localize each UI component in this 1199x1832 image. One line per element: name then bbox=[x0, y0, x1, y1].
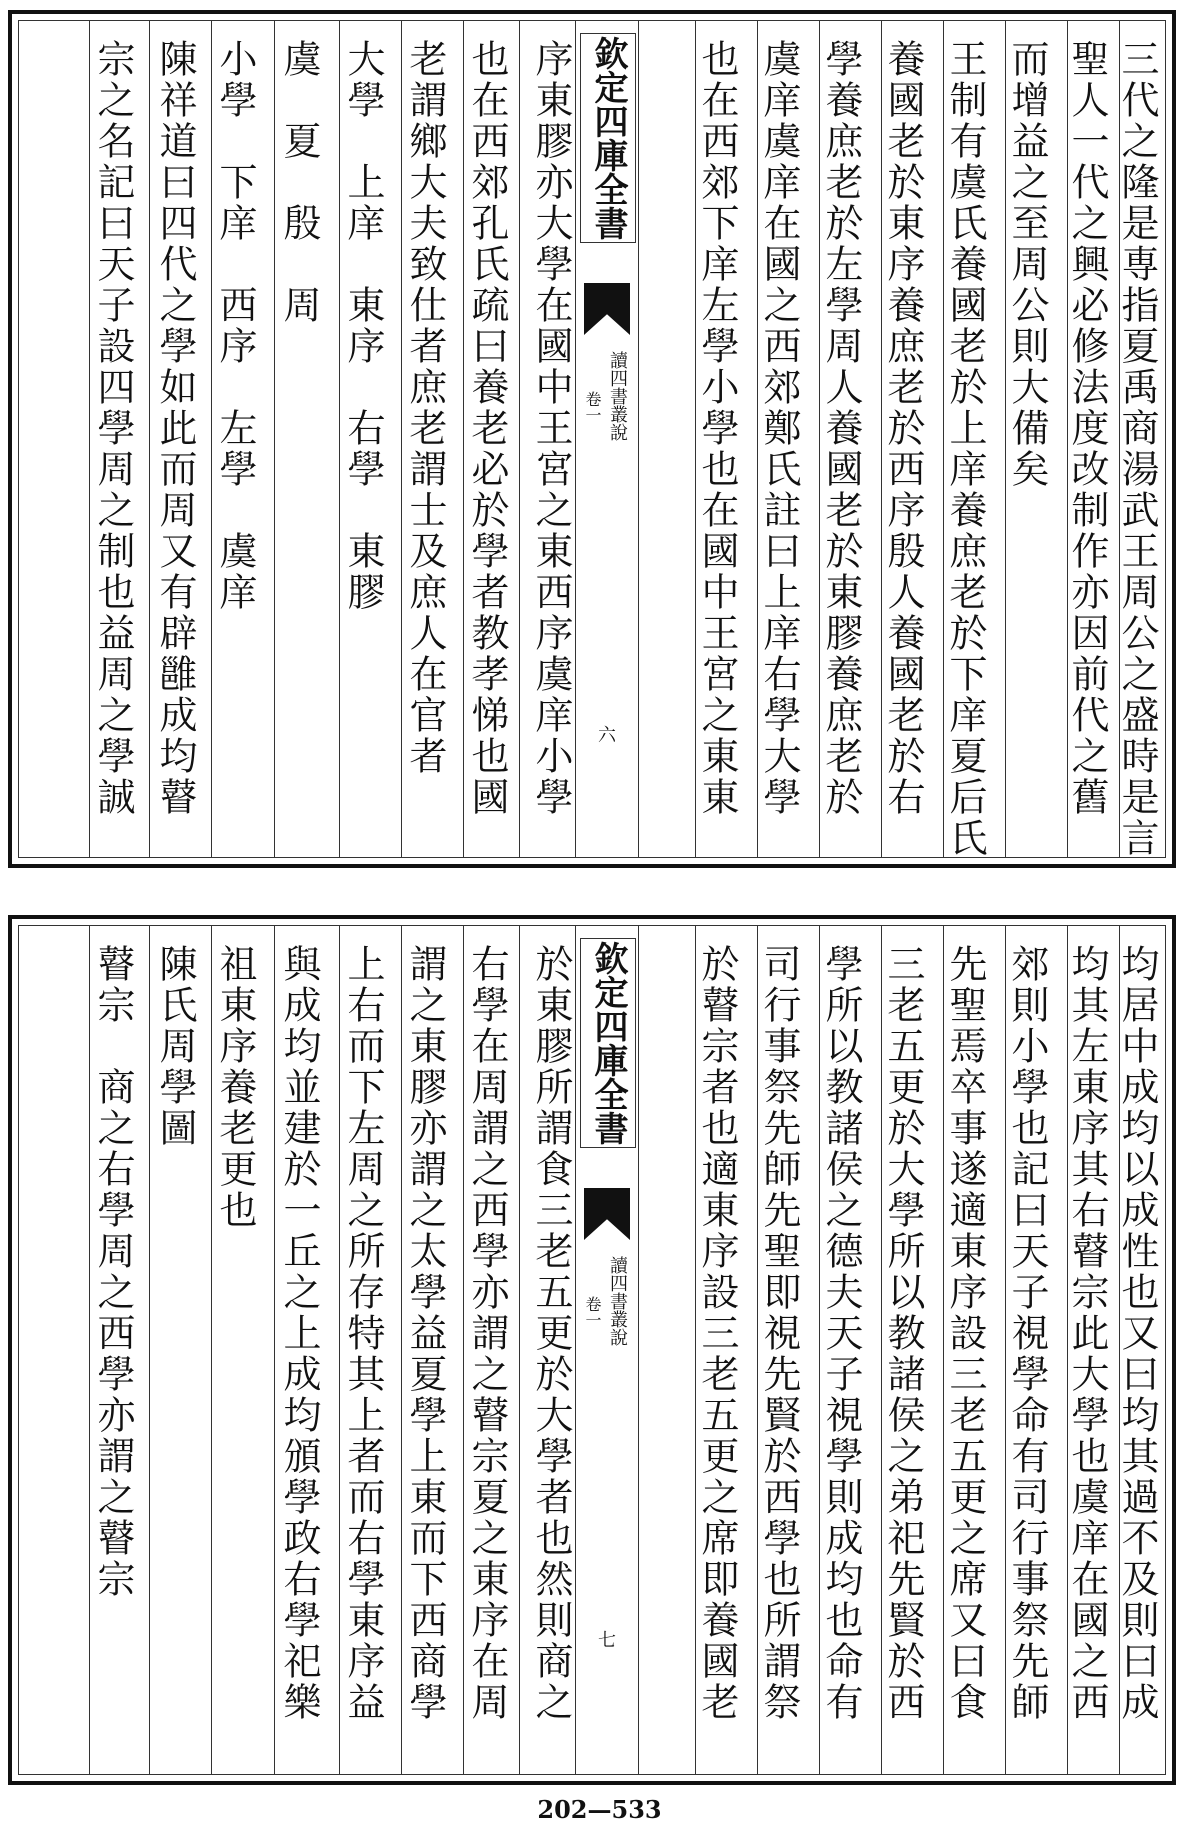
text-column: 謂之東膠亦謂之太學益夏學上東而下西商學 bbox=[403, 944, 447, 1723]
bottom-page bbox=[0, 905, 1199, 1790]
text-column: 先聖焉卒事遂適東序設三老五更之席又曰食 bbox=[943, 944, 987, 1723]
gutter-juan: 卷一 bbox=[583, 1296, 602, 1328]
page-frame-inner bbox=[18, 925, 1166, 1775]
text-column: 聖人一代之興必修法度改制作亦因前代之舊 bbox=[1065, 39, 1109, 818]
gutter-page-number: 七 bbox=[598, 1630, 616, 1651]
gutter-page-number: 六 bbox=[598, 725, 616, 746]
text-column: 大學 上庠 東序 右學 東膠 bbox=[341, 39, 385, 613]
text-column: 也在西郊下庠左學小學也在國中王宮之東東 bbox=[695, 39, 739, 818]
text-column: 陳祥道曰四代之學如此而周又有辟雝成均瞽 bbox=[153, 39, 197, 818]
text-column: 右學在周謂之西學亦謂之瞽宗夏之東序在周 bbox=[465, 944, 509, 1723]
page-frame bbox=[8, 10, 1176, 868]
text-column: 養國老於東序養庶老於西序殷人養國老於右 bbox=[881, 39, 925, 818]
page-frame-inner bbox=[18, 20, 1166, 858]
text-column: 祖東序養老更也 bbox=[213, 944, 257, 1231]
text-column: 郊則小學也記曰天子視學命有司行事祭先師 bbox=[1005, 944, 1049, 1723]
top-page bbox=[0, 0, 1199, 872]
fishtail-mark bbox=[584, 283, 630, 335]
gutter-title: 欽定四庫全書 bbox=[580, 33, 636, 243]
text-column: 於瞽宗者也適東序設三老五更之席即養國老 bbox=[695, 944, 739, 1723]
text-column: 瞽宗 商之右學周之西學亦謂之瞽宗 bbox=[91, 944, 135, 1600]
column-rule bbox=[519, 926, 520, 1774]
center-gutter bbox=[575, 926, 639, 1774]
gutter-book-title: 讀四書叢說 bbox=[607, 1256, 628, 1346]
text-column: 於東膠所謂食三老五更於大學者也然則商之 bbox=[529, 944, 573, 1723]
gutter-juan: 卷一 bbox=[583, 391, 602, 423]
text-column: 學養庶老於左學周人養國老於東膠養庶老於 bbox=[819, 39, 863, 818]
text-column: 王制有虞氏養國老於上庠養庶老於下庠夏后氏 bbox=[943, 39, 987, 859]
text-column: 小學 下庠 西序 左學 虞庠 bbox=[213, 39, 257, 613]
page-footer-number: 202—533 bbox=[537, 1795, 662, 1824]
text-column: 宗之名記曰天子設四學周之制也益周之學誠 bbox=[91, 39, 135, 818]
text-column: 三代之隆是専指夏禹商湯武王周公之盛時是言 bbox=[1115, 39, 1159, 859]
text-column: 虞庠虞庠在國之西郊鄭氏註曰上庠右學大學 bbox=[757, 39, 801, 818]
text-column: 均其左東序其右瞽宗此大學也虞庠在國之西 bbox=[1065, 944, 1109, 1723]
gutter-book-title: 讀四書叢說 bbox=[607, 351, 628, 441]
text-column: 也在西郊孔氏疏曰養老必於學者教孝悌也國 bbox=[465, 39, 509, 818]
text-column: 司行事祭先師先聖即視先賢於西學也所謂祭 bbox=[757, 944, 801, 1723]
text-column: 均居中成均以成性也又曰均其過不及則曰成 bbox=[1115, 944, 1159, 1723]
center-gutter bbox=[575, 21, 639, 857]
column-rule bbox=[519, 21, 520, 857]
text-column: 學所以教諸侯之德夫天子視學則成均也命有 bbox=[819, 944, 863, 1723]
text-column: 而增益之至周公則大備矣 bbox=[1005, 39, 1049, 490]
text-column: 老謂鄉大夫致仕者庶老謂士及庶人在官者 bbox=[403, 39, 447, 777]
text-column: 虞 夏 殷 周 bbox=[277, 39, 321, 326]
text-column: 上右而下左周之所存特其上者而右學東序益 bbox=[341, 944, 385, 1723]
text-column: 序東膠亦大學在國中王宮之東西序虞庠小學 bbox=[529, 39, 573, 818]
text-column: 三老五更於大學所以教諸侯之弟祀先賢於西 bbox=[881, 944, 925, 1723]
text-column: 與成均並建於一丘之上成均頒學政右學祀樂 bbox=[277, 944, 321, 1723]
gutter-title: 欽定四庫全書 bbox=[580, 938, 636, 1148]
fishtail-mark bbox=[584, 1188, 630, 1240]
text-column: 陳氏周學圖 bbox=[153, 944, 197, 1149]
page-frame bbox=[8, 915, 1176, 1785]
